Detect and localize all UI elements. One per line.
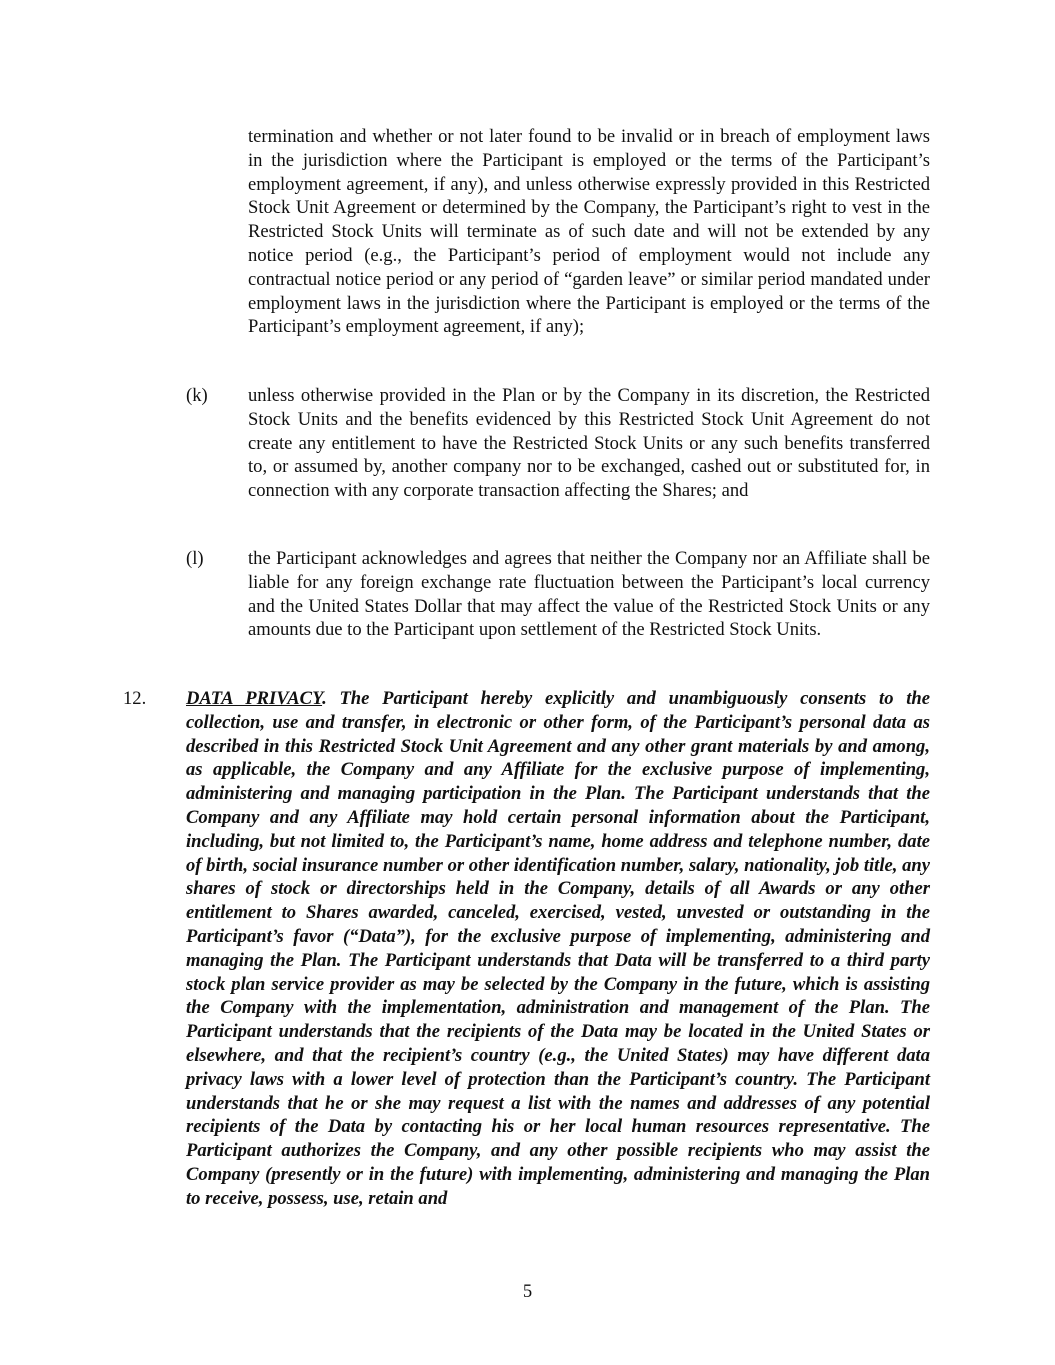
item-k-label: (k) [186,385,208,406]
section-12-text: The Participant hereby explicitly and unambiguously consents to the collection, use and transfer, in electronic or other form, of the Participant’s personal data as described in this Restricted Stock Unit Agreement and any other grant materials by and among, as applicable, the Company and any Affiliate for the exclusive purpose of implementing, administering and managing participation in the Plan. The Participant understands that the Company and any Affiliate may hold certain personal information about the Participant, including, but not limited to, the Participant’s name, home address and telephone number, date of birth, social insurance number or other identification number, salary, nationality, job title, any shares of stock or directorships held in the Company, details of all Awards or any other entitlement to Shares awarded, canceled, exercised, vested, unvested or outstanding in the Participant’s favor (“Data”), for the exclusive purpose of implementing, administering and managing the Plan. The Participant understands that Data will be transferred to a third party stock plan service provider as may be selected by the Company in the future, which is assisting the Company with the implementation, administration and management of the Plan. The Participant understands that the recipients of the Data may be located in the United States or elsewhere, and that the recipient’s country (e.g., the United States) may have different data privacy laws with a lower level of protection than the Participant’s country. The Participant understands that he or she may request a list with the names and addresses of any potential recipients of the Data by contacting his or her local human resources representative. The Participant authorizes the Company, and any other possible recipients who may assist the Company (presently or in the future) with implementing, administering and managing the Plan to receive, possess, use, retain and [186,688,930,1209]
continuation-paragraph: termination and whether or not later found to be invalid or in breach of employment laws in the jurisdiction where the Participant is employed or the terms of the Participant’s employment agreement, if any), and unless otherwise expressly provided in this Restricted Stock Unit Agreement or determined by the Company, the Participant’s right to vest in the Restricted Stock Units will terminate as of such date and will not be extended by any notice period (e.g., the Participant’s period of employment would not include any contractual notice period or any period of “garden leave” or similar period mandated under employment laws in the jurisdiction where the Participant is employed or the terms of the Participant’s employment agreement, if any); [248,126,930,338]
item-l-text: the Participant acknowledges and agrees that neither the Company nor an Affiliate shall be liable for any foreign exchange rate fluctuation between the Participant’s local currency and the United States Dollar that may affect the value of the Restricted Stock Units or any amounts due to the Participant upon settlement of the Restricted Stock Units. [248,548,930,641]
section-12-paragraph [186,687,930,1211]
section-12-heading: DATA PRIVACY [186,688,323,709]
section-12-heading-punct: . [322,688,340,709]
page-number: 5 [522,1281,533,1302]
item-l-label: (l) [186,548,204,569]
section-12-number: 12. [123,688,147,709]
item-k-text: unless otherwise provided in the Plan or by the Company in its discretion, the Restricted Stock Units and the benefits evidenced by this Restricted Stock Unit Agreement do not create any entitlement to have the Restricted Stock Units or any such benefits transferred to, or assumed by, another company nor to be exchanged, cashed out or substituted for, in connection with any corporate transaction affecting the Shares; and [248,385,930,502]
